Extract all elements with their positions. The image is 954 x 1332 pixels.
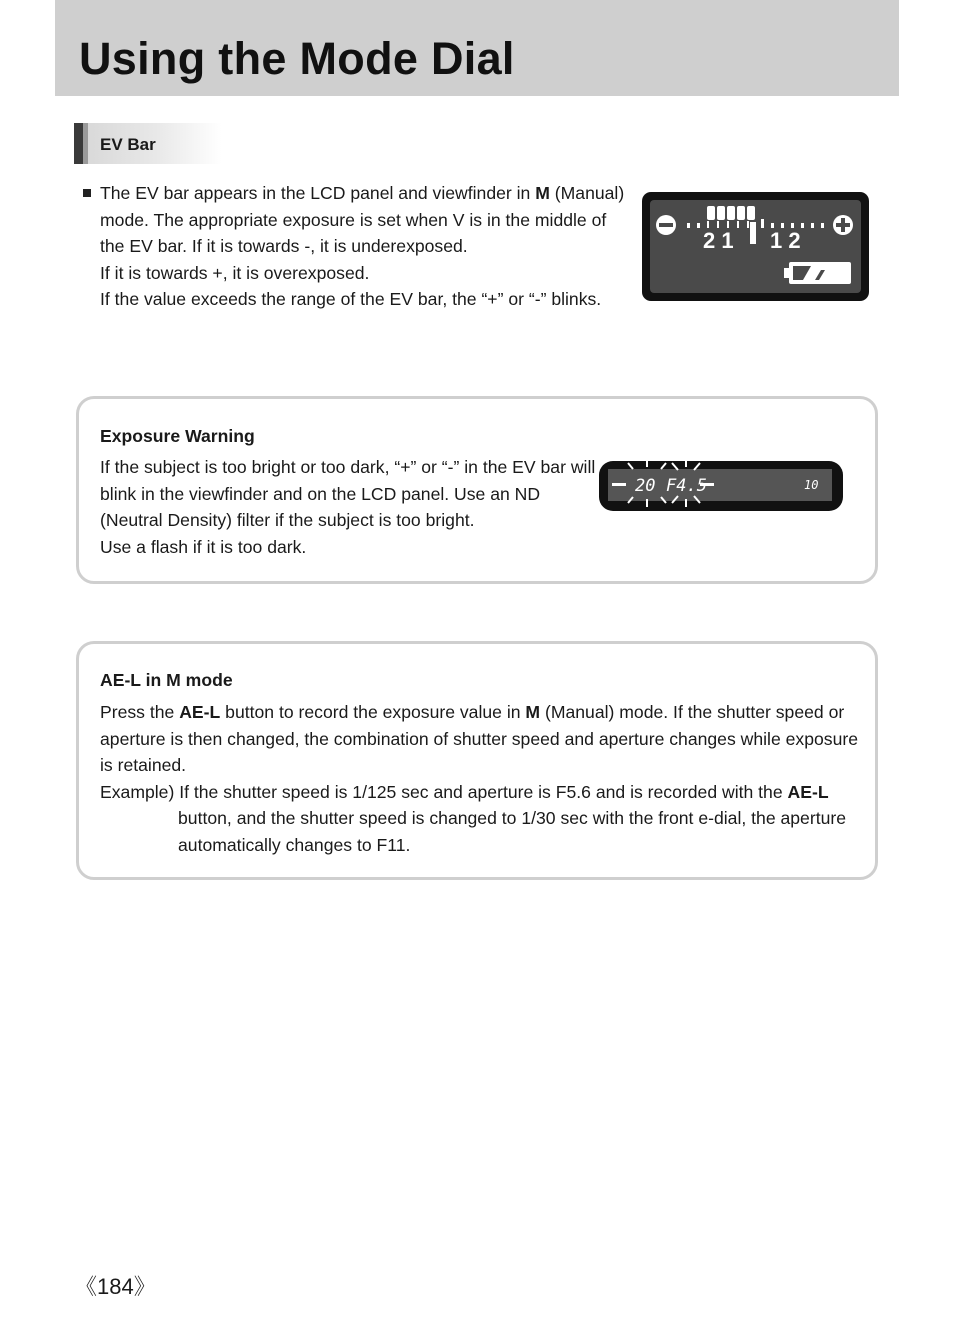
ev-line-1: The EV bar appears in the LCD panel and viewfinder in M (Manual) — [100, 183, 625, 203]
exposure-warning-text: If the subject is too bright or too dark, “+” or “-” in the EV bar will blink in the viewfinder and on the LCD panel. Use an ND (Neutral Density) filter if the subject is too bright. Use a flash if it is too dark. — [100, 457, 596, 557]
ev-bar-description — [100, 180, 630, 313]
section-tab-accent-light — [83, 123, 88, 164]
minus-circle-icon — [656, 215, 676, 235]
ev-line-5: If the value exceeds the range of the EV bar, the “+” or “-” blinks. — [100, 289, 602, 310]
viewfinder-display-illustration — [598, 457, 844, 513]
square-bullet-icon — [83, 189, 91, 197]
lcd-digits-right: 1 2 — [770, 228, 801, 253]
lcd-digits-left: 2 1 — [703, 228, 734, 253]
ael-title: AE-L in M mode — [100, 670, 233, 690]
section-label: EV Bar — [100, 135, 156, 154]
minus-sign-icon — [612, 483, 626, 486]
ev-line-4: If it is towards +, it is overexposed. — [100, 262, 370, 283]
ev-line-2: mode. The appropriate exposure is set when V is in the middle of — [100, 209, 607, 230]
exposure-warning-title: Exposure Warning — [100, 426, 255, 446]
ael-line-1: Press the AE-L button to record the exposure value in M (Manual) mode. If the shutter speed or — [100, 702, 845, 722]
ael-text — [100, 699, 860, 859]
ael-example-line-1: Example) If the shutter speed is 1/125 sec and aperture is F5.6 and is recorded with the AE-L — [100, 781, 829, 802]
section-tab-accent — [74, 123, 83, 164]
ael-example-line-3: automatically changes to F11. — [178, 834, 411, 855]
battery-icon — [784, 262, 851, 284]
ev-center-marker — [750, 222, 756, 244]
ev-line-3: the EV bar. If it is towards -, it is underexposed. — [100, 236, 468, 257]
ael-line-3: is retained. — [100, 755, 187, 776]
ael-line-2: aperture is then changed, the combination of shutter speed and aperture changes while exposure — [100, 728, 859, 749]
page-title: Using the Mode Dial — [79, 33, 515, 84]
title-bar — [55, 0, 899, 96]
plus-circle-icon — [833, 215, 853, 235]
vf-aperture: F4.5 — [666, 476, 707, 496]
ael-example-line-2: button, and the shutter speed is changed to 1/30 sec with the front e-dial, the aperture — [178, 808, 847, 829]
vf-count: 10 — [804, 478, 819, 492]
lcd-ev-bar-illustration — [641, 191, 870, 302]
page-number: 《184》 — [75, 1274, 156, 1299]
section-tab-ev-bar — [74, 123, 222, 164]
vf-shutter: 20 — [635, 476, 656, 496]
ael-box — [76, 641, 878, 880]
